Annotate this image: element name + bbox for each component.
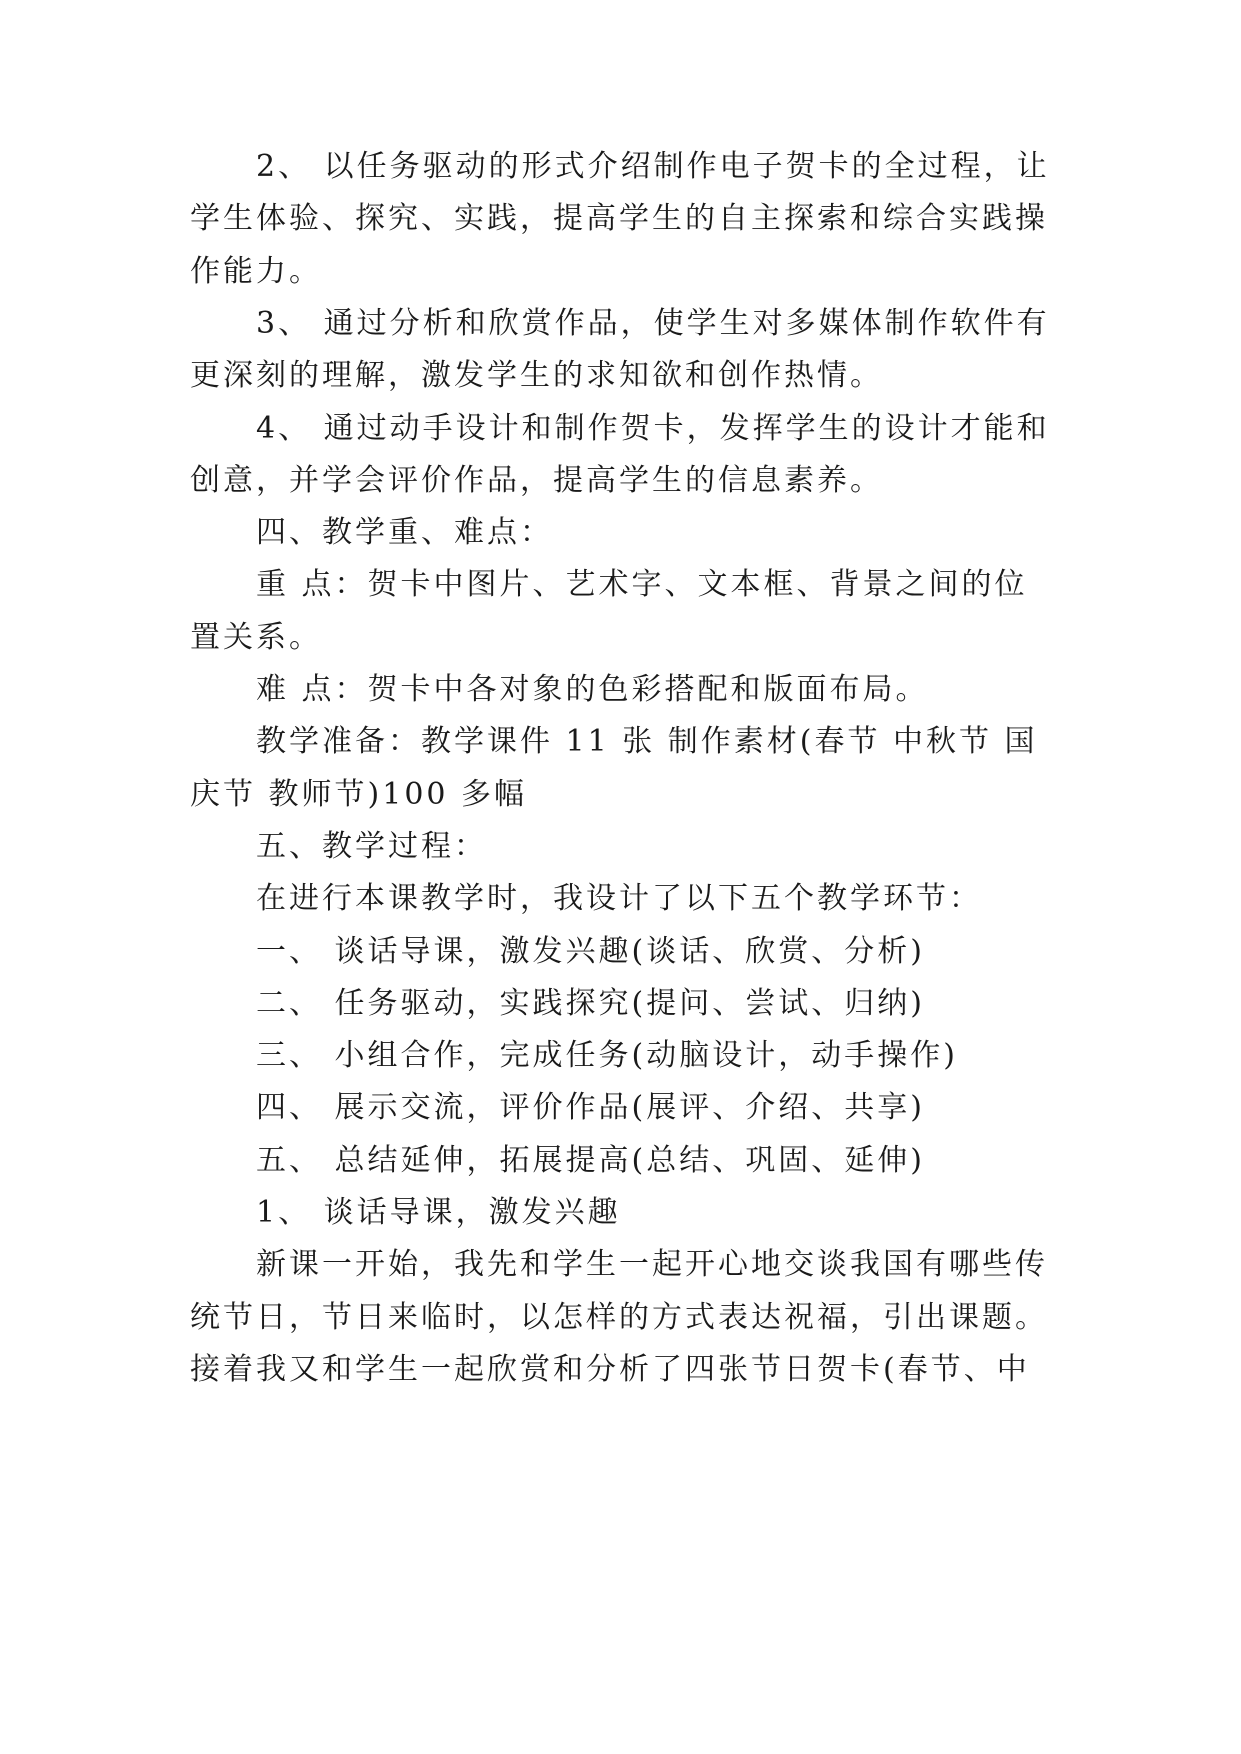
text-line: 难 点：贺卡中各对象的色彩搭配和版面布局。 [256,672,929,707]
text-line: 更深刻的理解，激发学生的求知欲和创作热情。 [190,358,883,393]
text-line: 1、 谈话导课，激发兴趣 [256,1195,621,1230]
text-line: 置关系。 [190,620,322,655]
text-line: 二、 任务驱动，实践探究(提问、尝试、归纳) [256,986,925,1021]
text-line: 4、 通过动手设计和制作贺卡，发挥学生的设计才能和 [256,411,1050,446]
text-line: 三、 小组合作，完成任务(动脑设计，动手操作) [256,1038,958,1073]
text-line: 创意，并学会评价作品，提高学生的信息素养。 [190,463,883,498]
text-line: 四、 展示交流，评价作品(展评、介绍、共享) [256,1090,925,1125]
text-line: 作能力。 [190,254,322,289]
text-line: 接着我又和学生一起欣赏和分析了四张节日贺卡(春节、中 [190,1352,1030,1387]
text-line: 在进行本课教学时，我设计了以下五个教学环节： [256,881,982,916]
text-line: 3、 通过分析和欣赏作品，使学生对多媒体制作软件有 [256,306,1050,341]
text-line: 五、教学过程： [256,829,487,864]
text-line: 四、教学重、难点： [256,515,553,550]
text-line: 新课一开始，我先和学生一起开心地交谈我国有哪些传 [256,1247,1048,1282]
text-line: 一、 谈话导课，激发兴趣(谈话、欣赏、分析) [256,934,925,969]
text-line: 2、 以任务驱动的形式介绍制作电子贺卡的全过程，让 [256,149,1050,184]
text-line: 庆节 教师节)100 多幅 [190,777,528,812]
text-line: 统节日，节日来临时，以怎样的方式表达祝福，引出课题。 [190,1300,1048,1335]
text-line: 教学准备：教学课件 11 张 制作素材(春节 中秋节 国 [256,724,1038,759]
text-line: 重 点：贺卡中图片、艺术字、文本框、背景之间的位 [256,567,1028,602]
text-line: 五、 总结延伸，拓展提高(总结、巩固、延伸) [256,1143,925,1178]
text-line: 学生体验、探究、实践，提高学生的自主探索和综合实践操 [190,201,1048,236]
